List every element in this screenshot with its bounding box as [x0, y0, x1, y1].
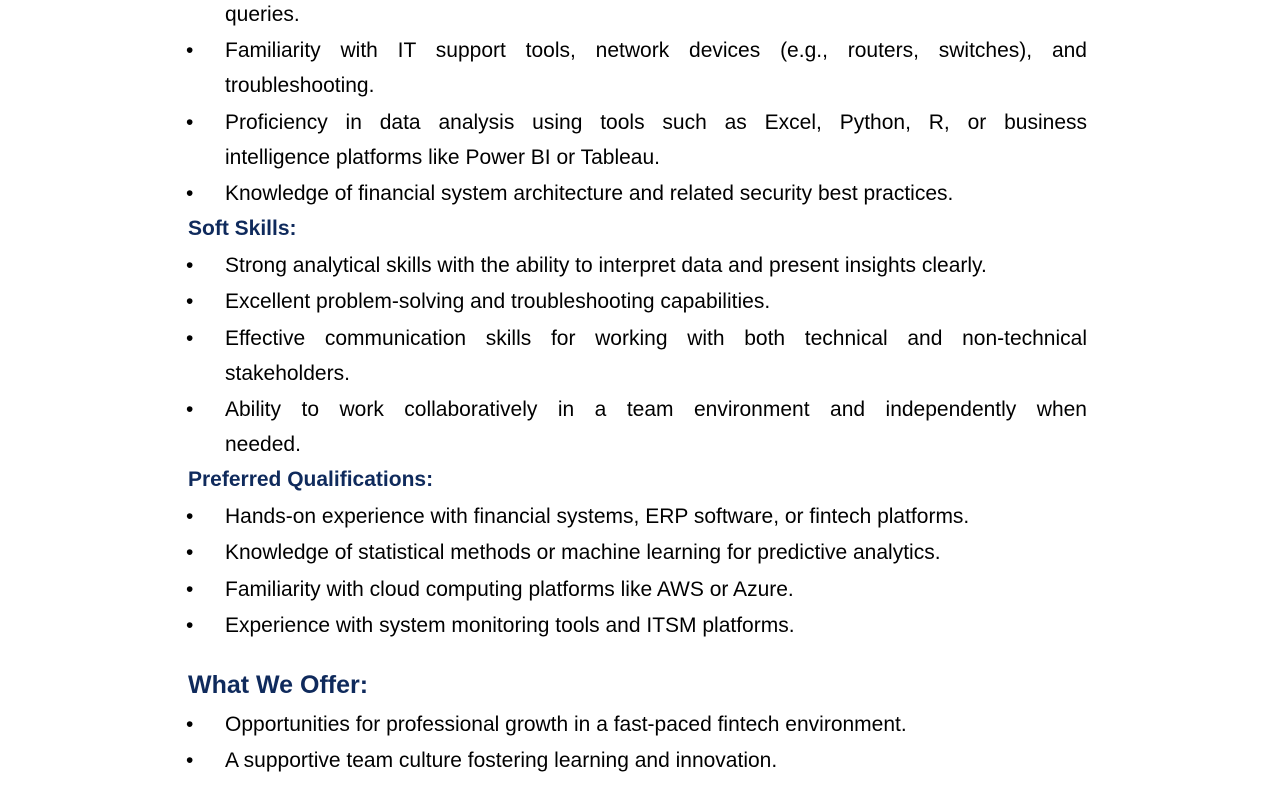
bullet-marker: • — [186, 39, 194, 62]
list-item-line: Excellent problem-solving and troubleshooting capabilities. — [225, 290, 771, 313]
list-item-line: Knowledge of statistical methods or machine learning for predictive analytics. — [225, 541, 941, 564]
bullet-marker: • — [186, 713, 194, 736]
list-item-line: Familiarity with cloud computing platforms like AWS or Azure. — [225, 578, 794, 601]
list-item-line: Proficiency in data analysis using tools such as Excel, Python, R, or business — [225, 111, 1087, 134]
list-item-line: Opportunities for professional growth in a fast-paced fintech environment. — [225, 713, 907, 736]
preferred-qualifications-heading: Preferred Qualifications: — [188, 468, 434, 491]
soft-skills-heading: Soft Skills: — [188, 217, 297, 240]
list-item-line: intelligence platforms like Power BI or Tableau. — [225, 146, 661, 169]
bullet-marker: • — [186, 749, 194, 772]
bullet-marker: • — [186, 505, 194, 528]
list-item-line: Effective communication skills for working with both technical and non-technical — [225, 327, 1087, 350]
list-item-line: troubleshooting. — [225, 74, 375, 97]
list-item-line: Familiarity with IT support tools, network devices (e.g., routers, switches), and — [225, 39, 1087, 62]
bullet-marker: • — [186, 578, 194, 601]
list-item-line: needed. — [225, 433, 301, 456]
list-item-line: Experience with system monitoring tools and ITSM platforms. — [225, 614, 795, 637]
bullet-marker: • — [186, 111, 194, 134]
list-item-line: Knowledge of financial system architecture and related security best practices. — [225, 182, 954, 205]
list-item-line: Ability to work collaboratively in a team environment and independently when — [225, 398, 1087, 421]
list-item-line: Strong analytical skills with the ability to interpret data and present insights clearly. — [225, 254, 987, 277]
bullet-marker: • — [186, 398, 194, 421]
list-item-continuation: queries. — [225, 3, 300, 26]
what-we-offer-heading: What We Offer: — [188, 671, 369, 699]
bullet-marker: • — [186, 327, 194, 350]
bullet-marker: • — [186, 290, 194, 313]
bullet-marker: • — [186, 254, 194, 277]
list-item-line: A supportive team culture fostering learning and innovation. — [225, 749, 778, 772]
list-item-line: stakeholders. — [225, 362, 350, 385]
bullet-marker: • — [186, 182, 194, 205]
list-item-line: Hands-on experience with financial systems, ERP software, or fintech platforms. — [225, 505, 970, 528]
bullet-marker: • — [186, 541, 194, 564]
bullet-marker: • — [186, 614, 194, 637]
